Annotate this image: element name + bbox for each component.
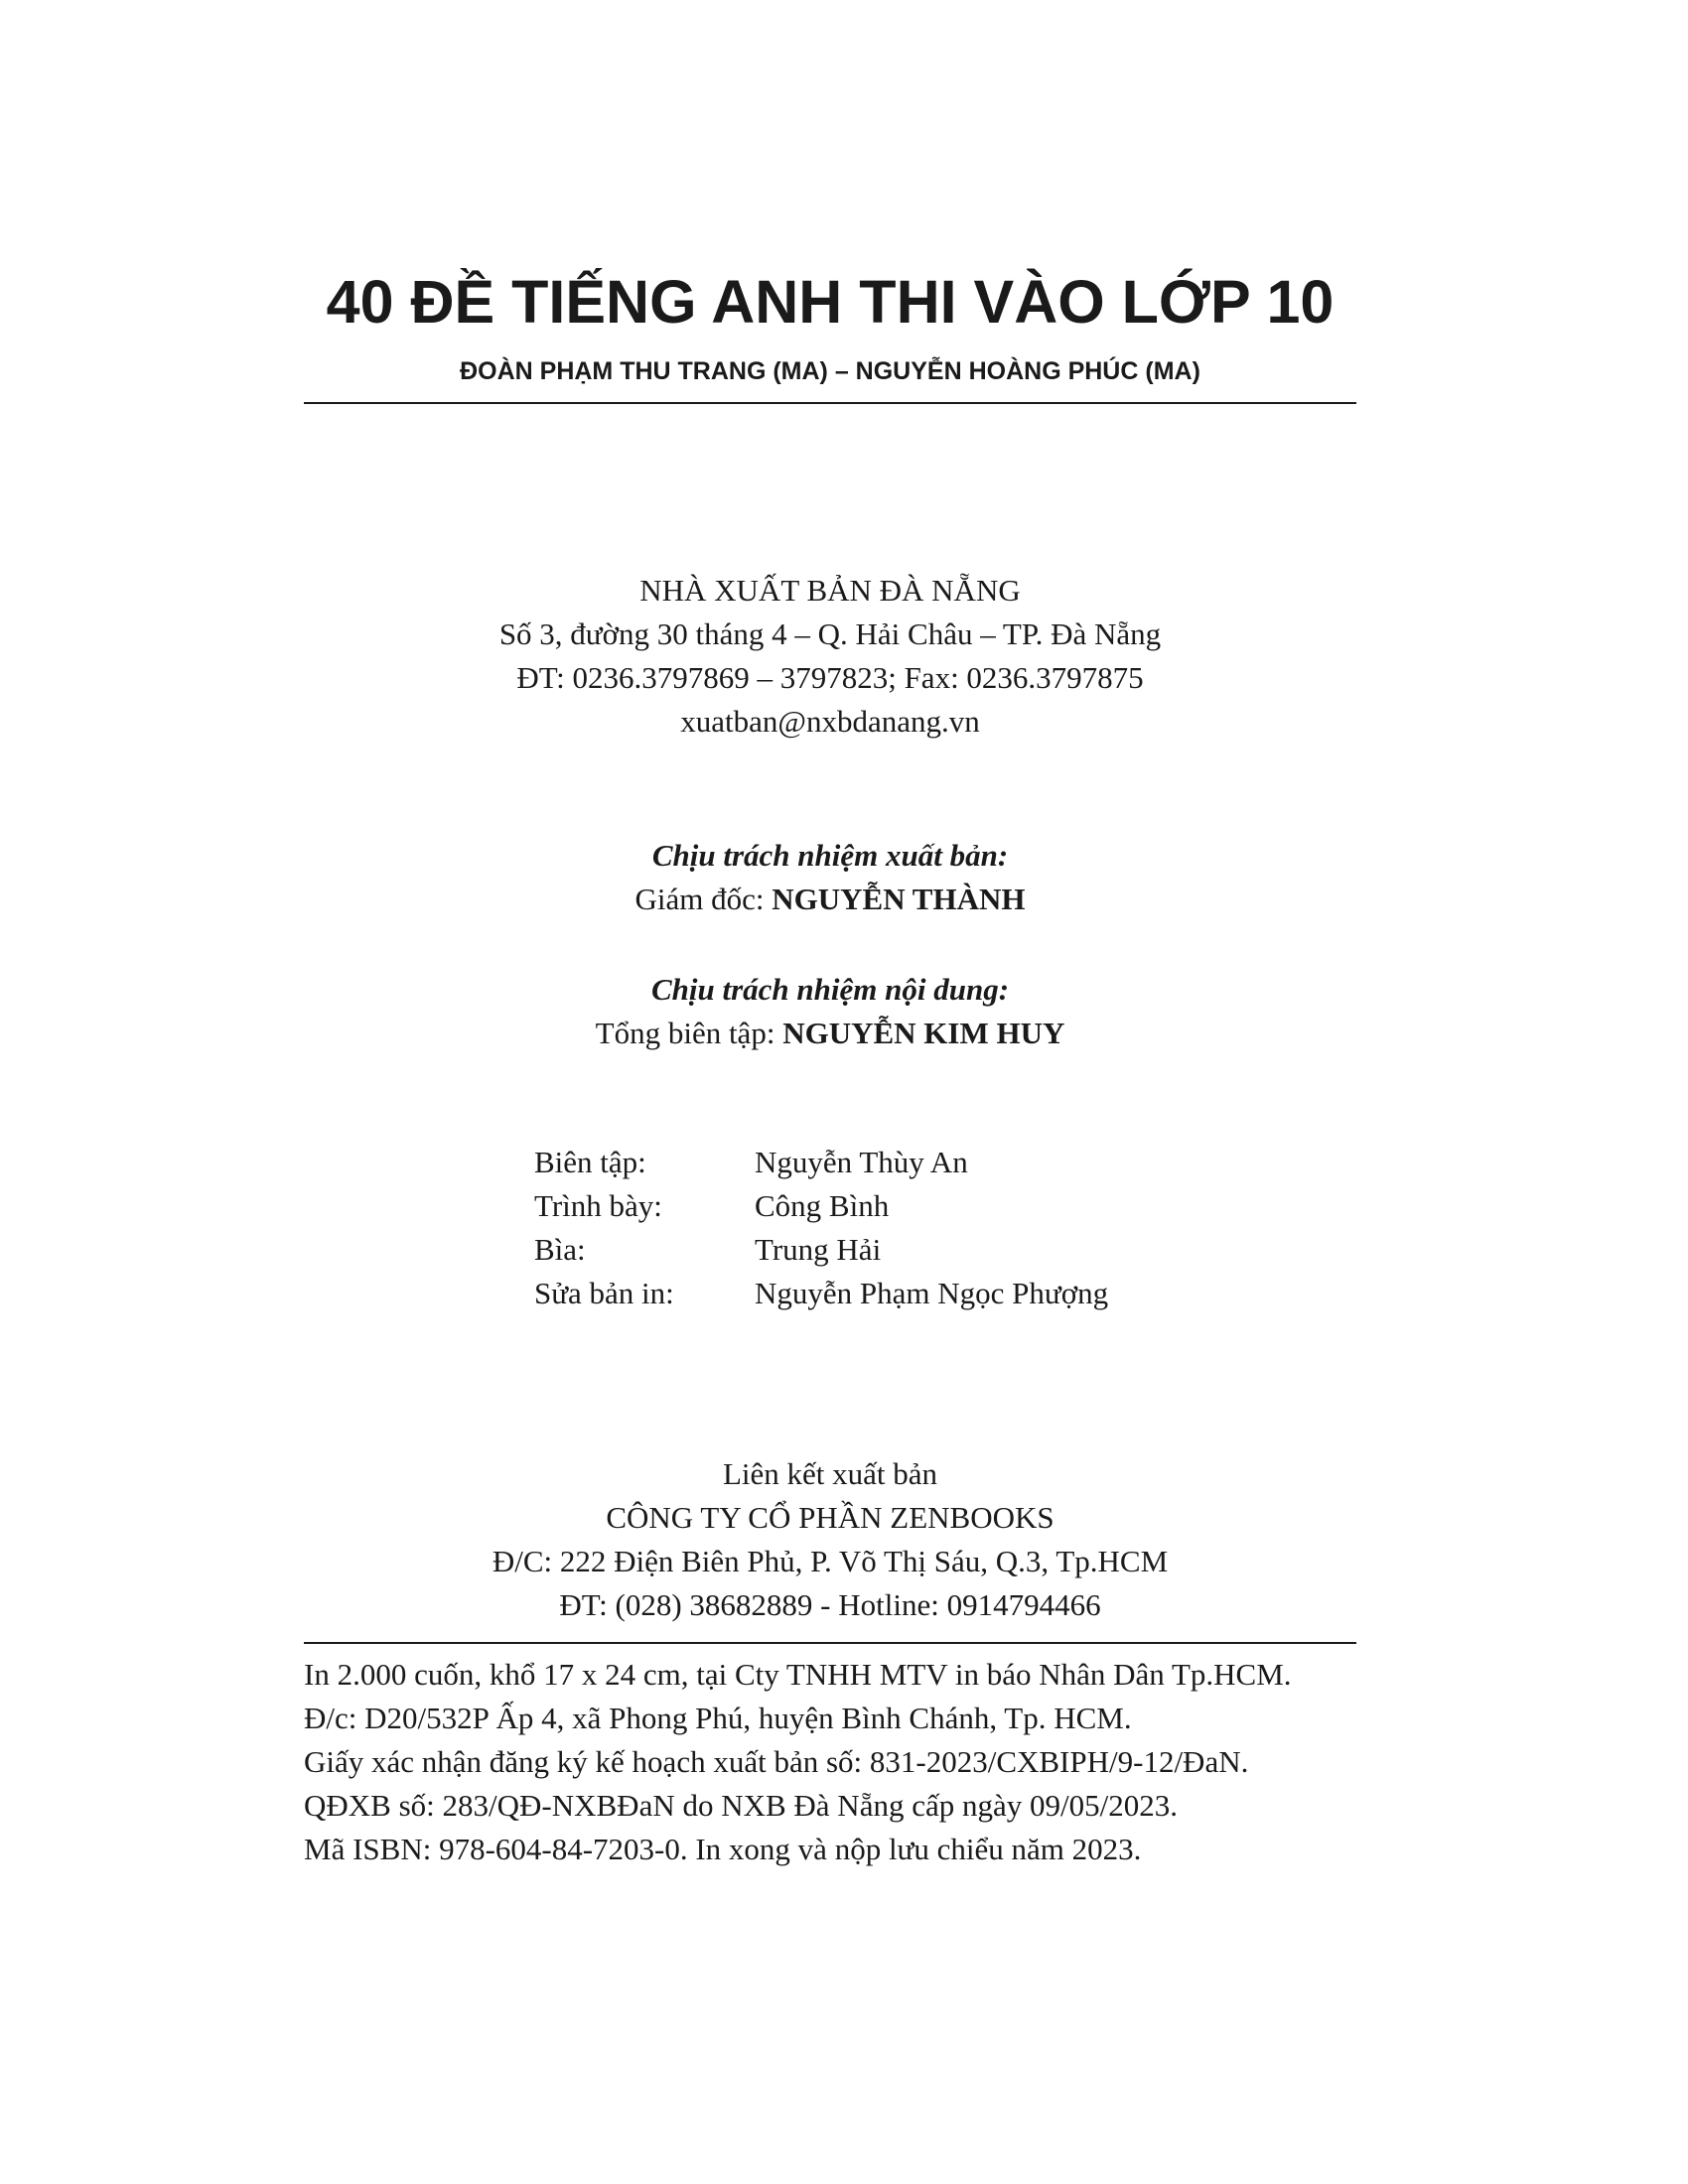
staff-role: Trình bày:: [534, 1188, 662, 1223]
title-divider: [304, 402, 1356, 404]
director-line: [304, 878, 1356, 921]
editor-in-chief-line: [304, 1012, 1356, 1055]
publisher-address: Số 3, đường 30 tháng 4 – Q. Hải Châu – TP. Đà Nẵng: [498, 616, 1162, 651]
book-title: 40 ĐỀ TIẾNG ANH THI VÀO LỚP 10: [326, 268, 1335, 336]
staff-list: [534, 1141, 1108, 1315]
staff-role: Bìa:: [534, 1232, 586, 1267]
imprint-line: Giấy xác nhận đăng ký kế hoạch xuất bản số: 831-2023/CXBIPH/9-12/ĐaN.: [304, 1744, 1249, 1779]
publisher-block: [304, 569, 1356, 744]
imprint-line: Đ/c: D20/532P Ấp 4, xã Phong Phú, huyện Bình Chánh, Tp. HCM.: [304, 1701, 1132, 1735]
editor-in-chief-name: NGUYỄN KIM HUY: [782, 1016, 1065, 1050]
publisher-email: xuatban@nxbdanang.vn: [680, 704, 980, 739]
staff-name: Nguyễn Thùy An: [755, 1145, 968, 1179]
staff-role: Biên tập:: [534, 1145, 646, 1179]
content-responsibility-heading: Chịu trách nhiệm nội dung:: [650, 972, 1010, 1007]
imprint-block: [304, 1653, 1376, 1871]
staff-row: [534, 1184, 1108, 1228]
partner-label: Liên kết xuất bản: [722, 1456, 938, 1491]
partner-block: [304, 1452, 1356, 1627]
book-authors: ĐOÀN PHẠM THU TRANG (MA) – NGUYỄN HOÀNG PHÚC (MA): [460, 357, 1200, 385]
imprint-divider: [304, 1642, 1356, 1644]
staff-row: [534, 1228, 1108, 1272]
publisher-name: NHÀ XUẤT BẢN ĐÀ NẴNG: [639, 573, 1021, 608]
director-role: Giám đốc:: [634, 882, 773, 916]
staff-name: Nguyễn Phạm Ngọc Phượng: [755, 1276, 1109, 1310]
publishing-responsibility: [304, 834, 1356, 921]
director-name: NGUYỄN THÀNH: [772, 882, 1026, 916]
partner-phone: ĐT: (028) 38682889 - Hotline: 0914794466: [559, 1587, 1101, 1622]
staff-row: [534, 1141, 1108, 1184]
staff-name: Trung Hải: [755, 1232, 882, 1267]
editor-in-chief-role: Tổng biên tập:: [595, 1016, 783, 1050]
partner-company: CÔNG TY CỔ PHẦN ZENBOOKS: [606, 1500, 1055, 1535]
publisher-phone: ĐT: 0236.3797869 – 3797823; Fax: 0236.3797875: [516, 660, 1144, 695]
imprint-line: Mã ISBN: 978-604-84-7203-0. In xong và nộp lưu chiểu năm 2023.: [304, 1832, 1142, 1866]
staff-role: Sửa bản in:: [534, 1276, 674, 1310]
imprint-line: In 2.000 cuốn, khổ 17 x 24 cm, tại Cty TNHH MTV in báo Nhân Dân Tp.HCM.: [304, 1657, 1292, 1692]
staff-row: [534, 1272, 1108, 1315]
publishing-responsibility-heading: Chịu trách nhiệm xuất bản:: [651, 838, 1009, 873]
content-responsibility: [304, 968, 1356, 1055]
imprint-line: QĐXB số: 283/QĐ-NXBĐaN do NXB Đà Nẵng cấp ngày 09/05/2023.: [304, 1788, 1178, 1823]
staff-name: Công Bình: [755, 1188, 890, 1223]
partner-address: Đ/C: 222 Điện Biên Phủ, P. Võ Thị Sáu, Q.3, Tp.HCM: [492, 1544, 1169, 1578]
